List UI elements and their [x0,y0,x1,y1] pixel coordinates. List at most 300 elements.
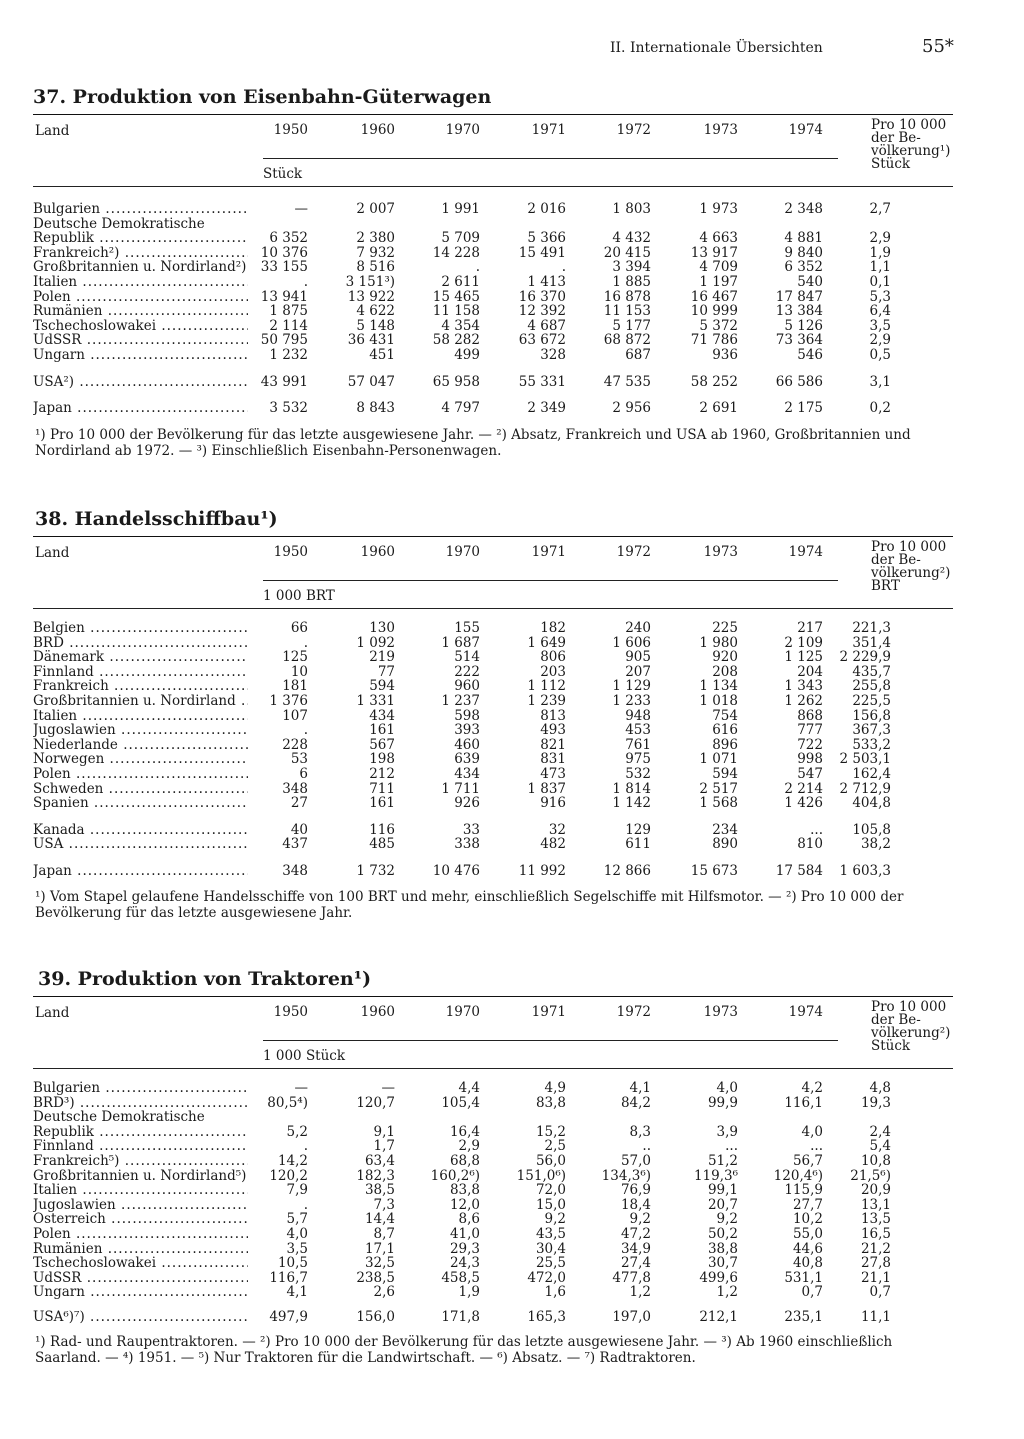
table-cell: 12 392 [518,303,566,320]
table-cell: 10 999 [690,303,738,320]
table-cell: 27,8 [860,1255,891,1272]
table-cell: 1 142 [612,795,651,812]
running-head: II. Internationale Übersichten [610,40,823,56]
table-cell: 36 431 [347,332,395,349]
table-cell: 722 [797,736,823,753]
table-cell: 116,7 [269,1269,308,1286]
table39-year-header: 1972 [616,1004,651,1020]
table37-year-header: 1960 [360,122,395,138]
table-cell: 68,8 [449,1153,480,1169]
table-cell: 11,1 [860,1309,891,1325]
table-cell: 18,4 [620,1196,651,1213]
row-label: Bulgarien ..... [33,1081,248,1095]
table39-top-rule [33,996,953,997]
table-cell: 8 843 [356,400,395,417]
table-cell: 473 [540,766,566,782]
row-label: Frankreich⁵) ..... [33,1154,248,1168]
table-cell: 6 352 [269,230,308,247]
table-cell: 99,9 [707,1094,738,1111]
table-cell: 0,1 [869,274,891,290]
table37-year-header: 1972 [616,122,651,138]
table-cell: 9,2 [716,1211,738,1228]
table-cell: 926 [454,795,480,812]
row-label: Italien ..... [33,709,248,723]
table-cell: 1,9 [458,1284,480,1301]
table-cell: 1 413 [527,274,566,290]
table-cell: 30,7 [707,1255,738,1272]
row-label: Polen ..... [33,290,248,304]
table-cell: — [381,1080,395,1096]
table-cell: 821 [540,736,566,753]
row-label: USA⁶)⁷) ..... [33,1310,248,1324]
table-cell: 4 687 [527,317,566,334]
table37-year-rule [263,158,838,159]
row-label: Japan ..... [33,401,248,415]
table-cell: 83,8 [535,1094,566,1111]
table-cell: 348 [282,780,308,797]
table-cell: 14 228 [432,244,480,261]
row-label: Tschechoslowakei ..... [33,319,248,333]
table-cell: 25,5 [535,1255,566,1272]
table-cell: 72,0 [535,1182,566,1199]
table-cell: 15 491 [518,244,566,261]
table-cell: 1 262 [784,693,823,709]
table-cell: 2 517 [699,780,738,797]
table-cell: 1 687 [441,634,480,651]
table-cell: 2 348 [784,201,823,217]
page-number: 55* [922,36,954,57]
table-cell: 4,2 [801,1080,823,1096]
table-cell: 1 973 [699,201,738,217]
table37-year-header: 1974 [788,122,823,138]
table-cell: 181 [282,678,308,695]
table-cell: 1 885 [612,274,651,290]
table-cell: 217 [797,620,823,636]
row-label: BRD³) ..... [33,1096,248,1110]
table-cell: 129 [625,821,651,838]
table-cell: 17 847 [775,288,823,305]
row-label: Spanien ..... [33,796,248,810]
table-cell: 4,9 [544,1080,566,1096]
table-cell: 197,0 [612,1309,651,1325]
table-cell: 3,5 [869,317,891,334]
table-cell: 40 [290,821,308,838]
table-cell: 16 878 [603,288,651,305]
table38-year-header: 1973 [703,544,738,560]
table-cell: 2 611 [441,274,480,290]
table-cell: 165,3 [527,1309,566,1325]
table-cell: 998 [797,751,823,768]
table-cell: 616 [712,722,738,739]
table-cell: 13 384 [775,303,823,320]
table-cell: 687 [625,347,651,363]
table-cell: 212,1 [699,1309,738,1325]
table-cell: 434 [454,766,480,782]
table-cell: 936 [712,347,738,363]
table-cell: — [294,201,308,217]
table-cell: 2,4 [869,1123,891,1140]
table-cell: 404,8 [852,795,891,812]
table-cell: 162,4 [852,766,891,782]
table-cell: 84,2 [620,1094,651,1111]
table-cell: 130 [369,620,395,636]
table-cell: 8,7 [373,1226,395,1242]
table-cell: — [294,1080,308,1096]
table-cell: 916 [540,795,566,812]
table39-year-header: 1970 [445,1004,480,1020]
table-cell: 2 712,9 [839,780,891,797]
table-cell: 5,3 [869,288,891,305]
table-cell: 0,7 [801,1284,823,1301]
table-cell: 21,5⁶) [850,1167,891,1184]
table-cell: 533,2 [852,736,891,753]
table37-unit: Stück [263,166,303,182]
table-cell: 34,9 [620,1240,651,1257]
table-cell: . [303,274,308,290]
table-cell: 1 071 [699,751,738,768]
table-cell: 1 197 [699,274,738,290]
row-label: USA²) ..... [33,375,248,389]
table-cell: 435,7 [852,663,891,680]
table38 [33,536,953,881]
table-cell: 171,8 [441,1309,480,1325]
table-cell: 203 [540,663,566,680]
table-cell: 120,2 [269,1167,308,1184]
table-cell: 56,0 [535,1153,566,1169]
table-cell: 115,9 [784,1182,823,1199]
table39-year-header: 1973 [703,1004,738,1020]
table-cell: 116 [369,821,395,838]
table-cell: 38,5 [364,1182,395,1199]
table-cell: 532 [625,766,651,782]
table-cell: 17,1 [364,1240,395,1257]
table-cell: 68 872 [603,332,651,349]
table-cell: 328 [540,347,566,363]
table-cell: 5 148 [356,317,395,334]
table-cell: 460 [454,736,480,753]
table38-year-header: 1974 [788,544,823,560]
table-cell: 567 [369,736,395,753]
row-label: Polen ..... [33,1227,248,1241]
row-label: Italien ..... [33,275,248,289]
table-cell: 151,0⁶) [516,1167,566,1184]
table-cell: 161 [369,722,395,739]
table-cell: 0,5 [869,347,891,363]
table-cell: 40,8 [792,1255,823,1272]
table-cell: 0,7 [869,1284,891,1301]
table-cell: 24,3 [449,1255,480,1272]
table37-year-header: 1970 [445,122,480,138]
table-cell: 21,1 [860,1269,891,1286]
table-cell: 1 837 [527,780,566,797]
table-cell: 1 239 [527,693,566,709]
table-cell: 9,1 [373,1123,395,1140]
table-cell: 6 [299,766,308,782]
table39-land-header: Land [35,1005,70,1021]
table-cell: 125 [282,649,308,666]
table37-land-header: Land [35,123,70,139]
table-cell: 2,7 [869,201,891,217]
table-cell: 1 980 [699,634,738,651]
row-label: Finnland ..... [33,665,248,679]
table-cell: 10,8 [860,1153,891,1169]
table-cell: 73 364 [775,332,823,349]
table38-year-header: 1950 [273,544,308,560]
table-cell: 51,2 [707,1153,738,1169]
table-cell: 351,4 [852,634,891,651]
table37-top-rule [33,114,953,115]
table-cell: 813 [540,707,566,724]
table-cell: 38,8 [707,1240,738,1257]
table-cell: 1 732 [356,863,395,879]
table39-year-header: 1974 [788,1004,823,1020]
table-cell: . [475,259,480,276]
table-cell: 453 [625,722,651,739]
table-cell: 2,9 [458,1138,480,1155]
table-cell: 1 233 [612,693,651,709]
table-cell: 17 584 [775,863,823,879]
table-cell: 4,0 [801,1123,823,1140]
table-cell: 228 [282,736,308,753]
table-cell: 920 [712,649,738,666]
row-label: Deutsche Demokratische [33,216,205,231]
table-cell: 948 [625,707,651,724]
table-cell: 1,9 [869,244,891,261]
table-cell: 234 [712,821,738,838]
table-cell: 896 [712,736,738,753]
table-cell: 338 [454,836,480,853]
table-cell: 66 586 [775,373,823,390]
row-label: Jugoslawien ..... [33,1198,248,1212]
table-cell: 105,4 [441,1094,480,1111]
table-cell: 482 [540,836,566,853]
table-cell: 50 795 [260,332,308,349]
table-cell: . [303,722,308,739]
table-cell: 14,2 [277,1153,308,1169]
table-cell: .. [642,1138,651,1155]
table-cell: 66 [290,620,308,636]
table37-title: 37. Produktion von Eisenbahn-Güterwagen [33,86,492,108]
table-cell: 27,4 [620,1255,651,1272]
table-cell: 20 415 [603,244,651,261]
table-cell: 120,7 [356,1094,395,1111]
table-cell: 27,7 [792,1196,823,1213]
row-label: Ungarn ..... [33,1285,248,1299]
table-cell: 65 958 [432,373,480,390]
table-cell: 4 663 [699,230,738,247]
table-cell: 56,7 [792,1153,823,1169]
table-cell: 204 [797,663,823,680]
table39 [33,996,953,1326]
table-cell: 806 [540,649,566,666]
table-cell: 58 282 [432,332,480,349]
table-cell: 1 568 [699,795,738,812]
table37-percap-header: Pro 10 000 der Be- völkerung¹) Stück [871,117,951,172]
table-cell: 4 709 [699,259,738,276]
row-label: Finnland ..... [33,1139,248,1153]
table-cell: 3 151³) [345,274,395,290]
table-cell: 119,3⁶ [693,1167,738,1184]
table-cell: 2 007 [356,201,395,217]
table-cell: 43 991 [260,373,308,390]
table-cell: 1,1 [869,259,891,276]
table-cell: 38,2 [860,836,891,853]
table-cell: 2 349 [527,400,566,417]
table-cell: 777 [797,722,823,739]
table38-year-rule [263,580,838,581]
table-cell: 960 [454,678,480,695]
table39-header-rule [33,1068,953,1069]
table-cell: 3,9 [716,1123,738,1140]
table-cell: 2,5 [544,1138,566,1155]
table-cell: 63 672 [518,332,566,349]
table38-title: 38. Handelsschiffbau¹) [35,508,278,530]
table39-year-header: 1971 [531,1004,566,1020]
table-cell: 16,4 [449,1123,480,1140]
table-cell: 5,4 [869,1138,891,1155]
table-cell: 514 [454,649,480,666]
table39-year-rule [263,1040,838,1041]
table-cell: 437 [282,836,308,853]
row-label: Republik ..... [33,1125,248,1139]
table-cell: 1 649 [527,634,566,651]
table-cell: 547 [797,766,823,782]
table-cell: 10 476 [432,863,480,879]
table-cell: 11 992 [518,863,566,879]
table38-year-header: 1960 [360,544,395,560]
row-label: UdSSR ..... [33,333,248,347]
row-label: Tschechoslowakei ..... [33,1256,248,1270]
table-cell: 1,2 [716,1284,738,1301]
table-cell: 47 535 [603,373,651,390]
table-cell: 207 [625,663,651,680]
table-cell: 975 [625,751,651,768]
table-cell: 4 354 [441,317,480,334]
table38-year-header: 1970 [445,544,480,560]
table-cell: 5 177 [612,317,651,334]
table-cell: 434 [369,707,395,724]
table38-top-rule [33,536,953,537]
table-cell: 208 [712,663,738,680]
table38-year-header: 1972 [616,544,651,560]
table-cell: 8 516 [356,259,395,276]
table-cell: 711 [369,780,395,797]
table-cell: 499,6 [699,1269,738,1286]
table-cell: 240 [625,620,651,636]
table39-percap-header: Pro 10 000 der Be- völkerung²) Stück [871,999,951,1054]
table-cell: 71 786 [690,332,738,349]
table-cell: 221,3 [852,620,891,636]
table-cell: 13 941 [260,288,308,305]
table-cell: 21,2 [860,1240,891,1257]
table-cell: 761 [625,736,651,753]
row-label: Kanada ..... [33,823,248,837]
table-cell: 80,5⁴) [267,1094,308,1111]
table38-percap-header: Pro 10 000 der Be- völkerung²) BRT [871,539,951,594]
table-cell: 831 [540,751,566,768]
table-cell: 598 [454,707,480,724]
table-cell: 2 956 [612,400,651,417]
table-cell: 30,4 [535,1240,566,1257]
table-cell: . [561,259,566,276]
row-label: Jugoslawien ..... [33,723,248,737]
table-cell: 7,9 [286,1182,308,1199]
table-cell: 1 237 [441,693,480,709]
table-cell: 1 603,3 [839,863,891,879]
table-cell: 47,2 [620,1226,651,1242]
table-cell: 2 691 [699,400,738,417]
table37 [33,114,953,424]
table-cell: 235,1 [784,1309,823,1325]
table-cell: 1 426 [784,795,823,812]
table-cell: 156,0 [356,1309,395,1325]
table-cell: 2,9 [869,230,891,247]
table-cell: 1,2 [629,1284,651,1301]
table-cell: 4,4 [458,1080,480,1096]
table-cell: 161 [369,795,395,812]
table-cell: 14,4 [364,1211,395,1228]
table37-year-header: 1971 [531,122,566,138]
row-label: Frankreich ..... [33,679,248,693]
table-cell: 225,5 [852,693,891,709]
table-cell: 485 [369,836,395,853]
table-cell: 20,7 [707,1196,738,1213]
table-cell: 810 [797,836,823,853]
row-label: Bulgarien ..... [33,202,248,216]
table38-header-rule [33,608,953,609]
table-cell: 12 866 [603,863,651,879]
row-label: UdSSR ..... [33,1271,248,1285]
table-cell: 12,0 [449,1196,480,1213]
table-cell: 1 112 [527,678,566,695]
row-label: Rumänien ..... [33,304,248,318]
table-cell: 182,3 [356,1167,395,1184]
table-cell: 10,5 [277,1255,308,1272]
row-label: Dänemark ..... [33,650,248,664]
table-cell: ... [725,1138,738,1155]
table-cell: 32 [548,821,566,838]
table-cell: 0,2 [869,400,891,417]
table-cell: 120,4⁶) [773,1167,823,1184]
table-cell: 99,1 [707,1182,738,1199]
table-cell: 2 109 [784,634,823,651]
table-cell: 7 932 [356,244,395,261]
table-cell: 10,2 [792,1211,823,1228]
table-cell: 1 711 [441,780,480,797]
table-cell: 3,5 [286,1240,308,1257]
table-cell: 1 875 [269,303,308,320]
table-cell: 57 047 [347,373,395,390]
table-cell: 905 [625,649,651,666]
table37-year-header: 1950 [273,122,308,138]
table-cell: 1 606 [612,634,651,651]
row-label: Großbritannien u. Nordirland²) ..... [33,260,248,274]
row-label: Italien ..... [33,1183,248,1197]
table-cell: 5 126 [784,317,823,334]
table-cell: 4,1 [629,1080,651,1096]
row-label: Norwegen ..... [33,752,248,766]
table37-footnote: ¹) Pro 10 000 der Bevölkerung für das letzte ausgewiesene Jahr. — ²) Absatz, Frankreich und USA ab 1960, Großbritannien und Nordirland ab 1972. — ³) Einschließlich Eisenbahn-Personenwagen. [35,427,911,459]
table-cell: 155 [454,620,480,636]
table-cell: 255,8 [852,678,891,695]
table-cell: 367,3 [852,722,891,739]
row-label: Japan ..... [33,864,248,878]
table-cell: 198 [369,751,395,768]
table-cell: 639 [454,751,480,768]
table-cell: 219 [369,649,395,666]
table-cell: 4 881 [784,230,823,247]
table-cell: 594 [369,678,395,695]
